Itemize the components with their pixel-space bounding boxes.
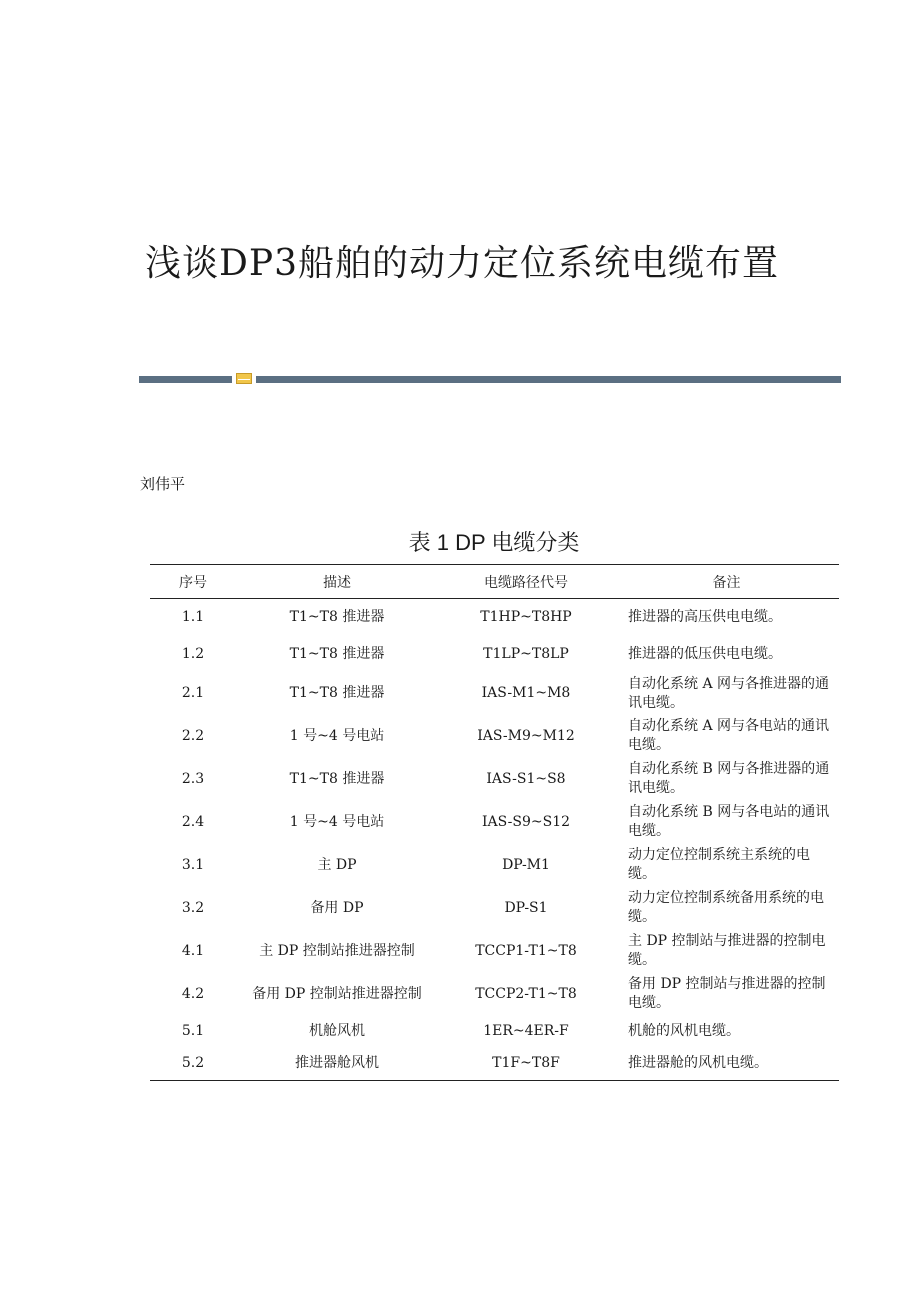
cell-cable-code: IAS-M1~M8 bbox=[481, 685, 571, 701]
cell-description: 1 号~4 号电站 bbox=[289, 813, 385, 830]
header-description: 描述 bbox=[236, 565, 438, 599]
cell-cable-code: IAS-S9~S12 bbox=[481, 813, 571, 830]
cell-description: 1 号~4 号电站 bbox=[289, 727, 385, 744]
cell-cable-code: T1LP~T8LP bbox=[483, 645, 569, 662]
cell-no: 4.2 bbox=[181, 985, 205, 1002]
cell-cable-code: DP-M1 bbox=[502, 856, 550, 873]
cell-remarks: 自动化系统 A 网与各推进器的通讯电缆。 bbox=[628, 675, 830, 711]
cell-remarks: 推进器的低压供电电缆。 bbox=[628, 645, 782, 662]
author-name: 刘伟平 bbox=[140, 475, 186, 493]
cell-description: T1~T8 推进器 bbox=[289, 770, 385, 787]
cell-description: 机舱风机 bbox=[309, 1022, 365, 1039]
cell-description: T1~T8 推进器 bbox=[289, 608, 385, 625]
cell-no: 5.2 bbox=[150, 1047, 236, 1081]
table-row bbox=[150, 973, 839, 1016]
cell-no: 2.3 bbox=[181, 770, 205, 787]
section-divider bbox=[139, 373, 841, 385]
envelope-icon bbox=[236, 373, 252, 384]
table-row bbox=[150, 1016, 839, 1047]
cell-description: 备用 DP 控制站推进器控制 bbox=[252, 985, 422, 1002]
cell-remarks: 机舱的风机电缆。 bbox=[628, 1022, 740, 1039]
cell-cable-code: T1F~T8F bbox=[438, 1047, 614, 1081]
table-row bbox=[150, 887, 839, 930]
header-remarks: 备注 bbox=[614, 565, 839, 599]
cell-remarks: 推进器舱的风机电缆。 bbox=[614, 1047, 839, 1081]
cell-remarks: 动力定位控制系统主系统的电缆。 bbox=[628, 847, 810, 882]
cell-remarks: 自动化系统 B 网与各电站的通讯电缆。 bbox=[628, 804, 830, 839]
header-no: 序号 bbox=[150, 565, 236, 599]
cell-remarks: 备用 DP 控制站与推进器的控制电缆。 bbox=[628, 976, 826, 1011]
cell-description: 推进器舱风机 bbox=[236, 1047, 438, 1081]
cell-no: 4.1 bbox=[181, 942, 205, 959]
cell-cable-code: 1ER~4ER-F bbox=[483, 1022, 569, 1039]
table-row bbox=[150, 599, 839, 636]
cell-description: 备用 DP bbox=[310, 899, 364, 916]
table-row bbox=[150, 1047, 839, 1081]
table-caption: 表 1 DP 电缆分类 bbox=[408, 530, 580, 555]
cell-no: 2.4 bbox=[181, 813, 205, 830]
divider-bar-left bbox=[139, 376, 232, 383]
cell-cable-code: T1HP~T8HP bbox=[480, 608, 572, 625]
cell-no: 1.2 bbox=[181, 645, 205, 662]
cell-description: 主 DP 控制站推进器控制 bbox=[259, 942, 415, 959]
cell-remarks: 自动化系统 A 网与各电站的通讯电缆。 bbox=[628, 718, 830, 753]
cell-remarks: 主 DP 控制站与推进器的控制电缆。 bbox=[628, 933, 826, 968]
cell-no: 3.1 bbox=[181, 856, 205, 873]
divider-bar-right bbox=[256, 376, 841, 383]
cell-description: 主 DP bbox=[317, 856, 357, 873]
table-row bbox=[150, 715, 839, 758]
cell-cable-code: TCCP2-T1~T8 bbox=[475, 985, 577, 1002]
table-row bbox=[150, 673, 839, 715]
cell-cable-code: DP-S1 bbox=[504, 899, 548, 916]
cell-cable-code: TCCP1-T1~T8 bbox=[475, 942, 577, 959]
table-row bbox=[150, 758, 839, 801]
cell-cable-code: IAS-S1~S8 bbox=[486, 770, 566, 787]
cell-remarks: 动力定位控制系统备用系统的电缆。 bbox=[628, 890, 824, 925]
cell-no: 2.2 bbox=[181, 727, 205, 744]
document-title: 浅谈DP3船舶的动力定位系统电缆布置 bbox=[145, 243, 779, 285]
table-row bbox=[150, 930, 839, 973]
cell-no: 1.1 bbox=[181, 608, 205, 625]
cell-remarks: 自动化系统 B 网与各推进器的通讯电缆。 bbox=[628, 761, 830, 796]
cell-cable-code: IAS-M9~M12 bbox=[477, 727, 575, 744]
cell-description: T1~T8 推进器 bbox=[289, 685, 385, 701]
cell-no: 2.1 bbox=[181, 685, 205, 701]
cell-description: T1~T8 推进器 bbox=[289, 645, 385, 662]
cell-remarks: 推进器的高压供电电缆。 bbox=[628, 608, 782, 625]
table-row bbox=[150, 801, 839, 844]
cable-classification-table bbox=[150, 564, 839, 1081]
header-cable-code: 电缆路径代号 bbox=[438, 565, 614, 599]
cell-no: 3.2 bbox=[181, 899, 205, 916]
table-header-row bbox=[150, 565, 839, 599]
cell-no: 5.1 bbox=[181, 1022, 205, 1039]
table-row bbox=[150, 636, 839, 673]
table-row bbox=[150, 844, 839, 887]
